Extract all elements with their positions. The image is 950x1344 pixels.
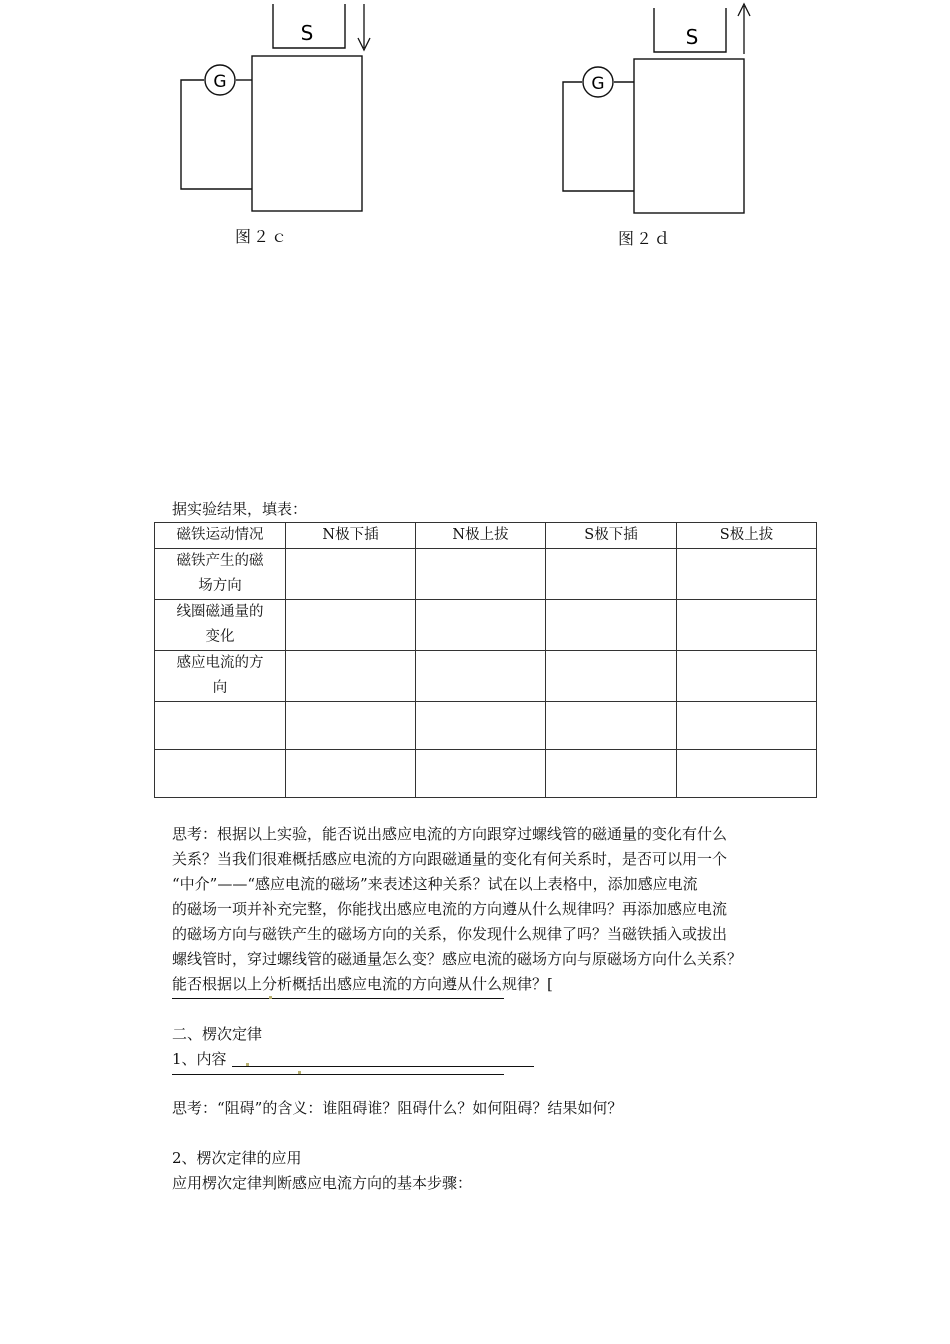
table-row [155,750,817,798]
figure-2c-caption: 图２ｃ [235,227,290,246]
text-anchor-mark [269,996,272,999]
row-label [155,750,286,798]
figure-2d-caption: 图２ｄ [618,229,673,248]
row-label: 线圈磁通量的 变化 [155,600,286,651]
table-cell [416,750,546,798]
item1-label: 1、内容 [172,1050,227,1068]
answer-blank-line[interactable] [172,998,504,999]
table-cell [286,651,416,702]
figure-2c-diagram [170,0,380,250]
table-cell [677,651,817,702]
section-title: 二、楞次定律 [172,1025,263,1043]
table-cell [286,702,416,750]
table-cell [546,549,677,600]
think-question-2: 思考：“阻碍”的含义：谁阻碍谁？阻碍什么？如何阻碍？结果如何？ [172,1099,623,1117]
figure-2d-diagram [552,0,762,250]
table-cell [416,651,546,702]
results-table [154,522,817,798]
text-anchor-mark [246,1063,249,1066]
table-row [155,651,817,702]
table-row [155,600,817,651]
table-cell [546,750,677,798]
content-blank-line-2[interactable] [172,1074,504,1075]
item2-text: 应用楞次定律判断感应电流方向的基本步骤： [172,1174,473,1192]
svg-text:G: G [591,74,605,94]
table-cell [677,750,817,798]
figure-2d [552,0,762,250]
row-label: 磁铁产生的磁 场方向 [155,549,286,600]
header-cell: 磁铁运动情况 [155,523,286,549]
think-line: 思考：根据以上实验，能否说出感应电流的方向跟穿过螺线管的磁通量的变化有什么 [172,825,728,843]
table-cell [416,549,546,600]
magnet-label: S [300,21,314,45]
svg-text:G: G [213,72,227,92]
think-paragraph [172,822,822,997]
coil-rect [252,56,362,211]
content-blank-line[interactable] [232,1066,534,1067]
think-line: 的磁场一项并补充完整，你能找出感应电流的方向遵从什么规律吗？再添加感应电流 [172,900,728,918]
table-cell [546,600,677,651]
coil-rect [634,59,744,213]
row-label: 感应电流的方 向 [155,651,286,702]
table-cell [416,702,546,750]
table-header-row [155,523,817,549]
think-line: “中介”——“感应电流的磁场”来表述这种关系？试在以上表格中，添加感应电流 [172,875,698,893]
table-cell [677,702,817,750]
item2-title: 2、楞次定律的应用 [172,1149,302,1167]
figure-2c [170,0,380,250]
table-row [155,702,817,750]
table-cell [286,600,416,651]
table-row [155,549,817,600]
think-line: 关系？当我们很难概括感应电流的方向跟磁通量的变化有何关系时，是否可以用一个 [172,850,728,868]
table-cell [416,600,546,651]
table-cell [677,549,817,600]
header-cell: N极上拔 [416,523,546,549]
header-cell: S极下插 [546,523,677,549]
circuit-wire [181,80,252,189]
think-line: 螺线管时，穿过螺线管的磁通量怎么变？感应电流的磁场方向与原磁场方向什么关系？ [172,950,743,968]
table-cell [546,702,677,750]
circuit-wire [563,82,634,191]
think-line: 能否根据以上分析概括出感应电流的方向遵从什么规律？[ [172,975,553,993]
table-cell [677,600,817,651]
header-cell: N极下插 [286,523,416,549]
row-label [155,702,286,750]
magnet-label: S [685,25,699,49]
table-intro: 据实验结果，填表： [172,500,308,518]
header-cell: S极上拔 [677,523,817,549]
table-cell [286,549,416,600]
table-cell [286,750,416,798]
table-cell [546,651,677,702]
think-line: 的磁场方向与磁铁产生的磁场方向的关系，你发现什么规律了吗？当磁铁插入或拔出 [172,925,728,943]
text-anchor-mark [298,1071,301,1074]
